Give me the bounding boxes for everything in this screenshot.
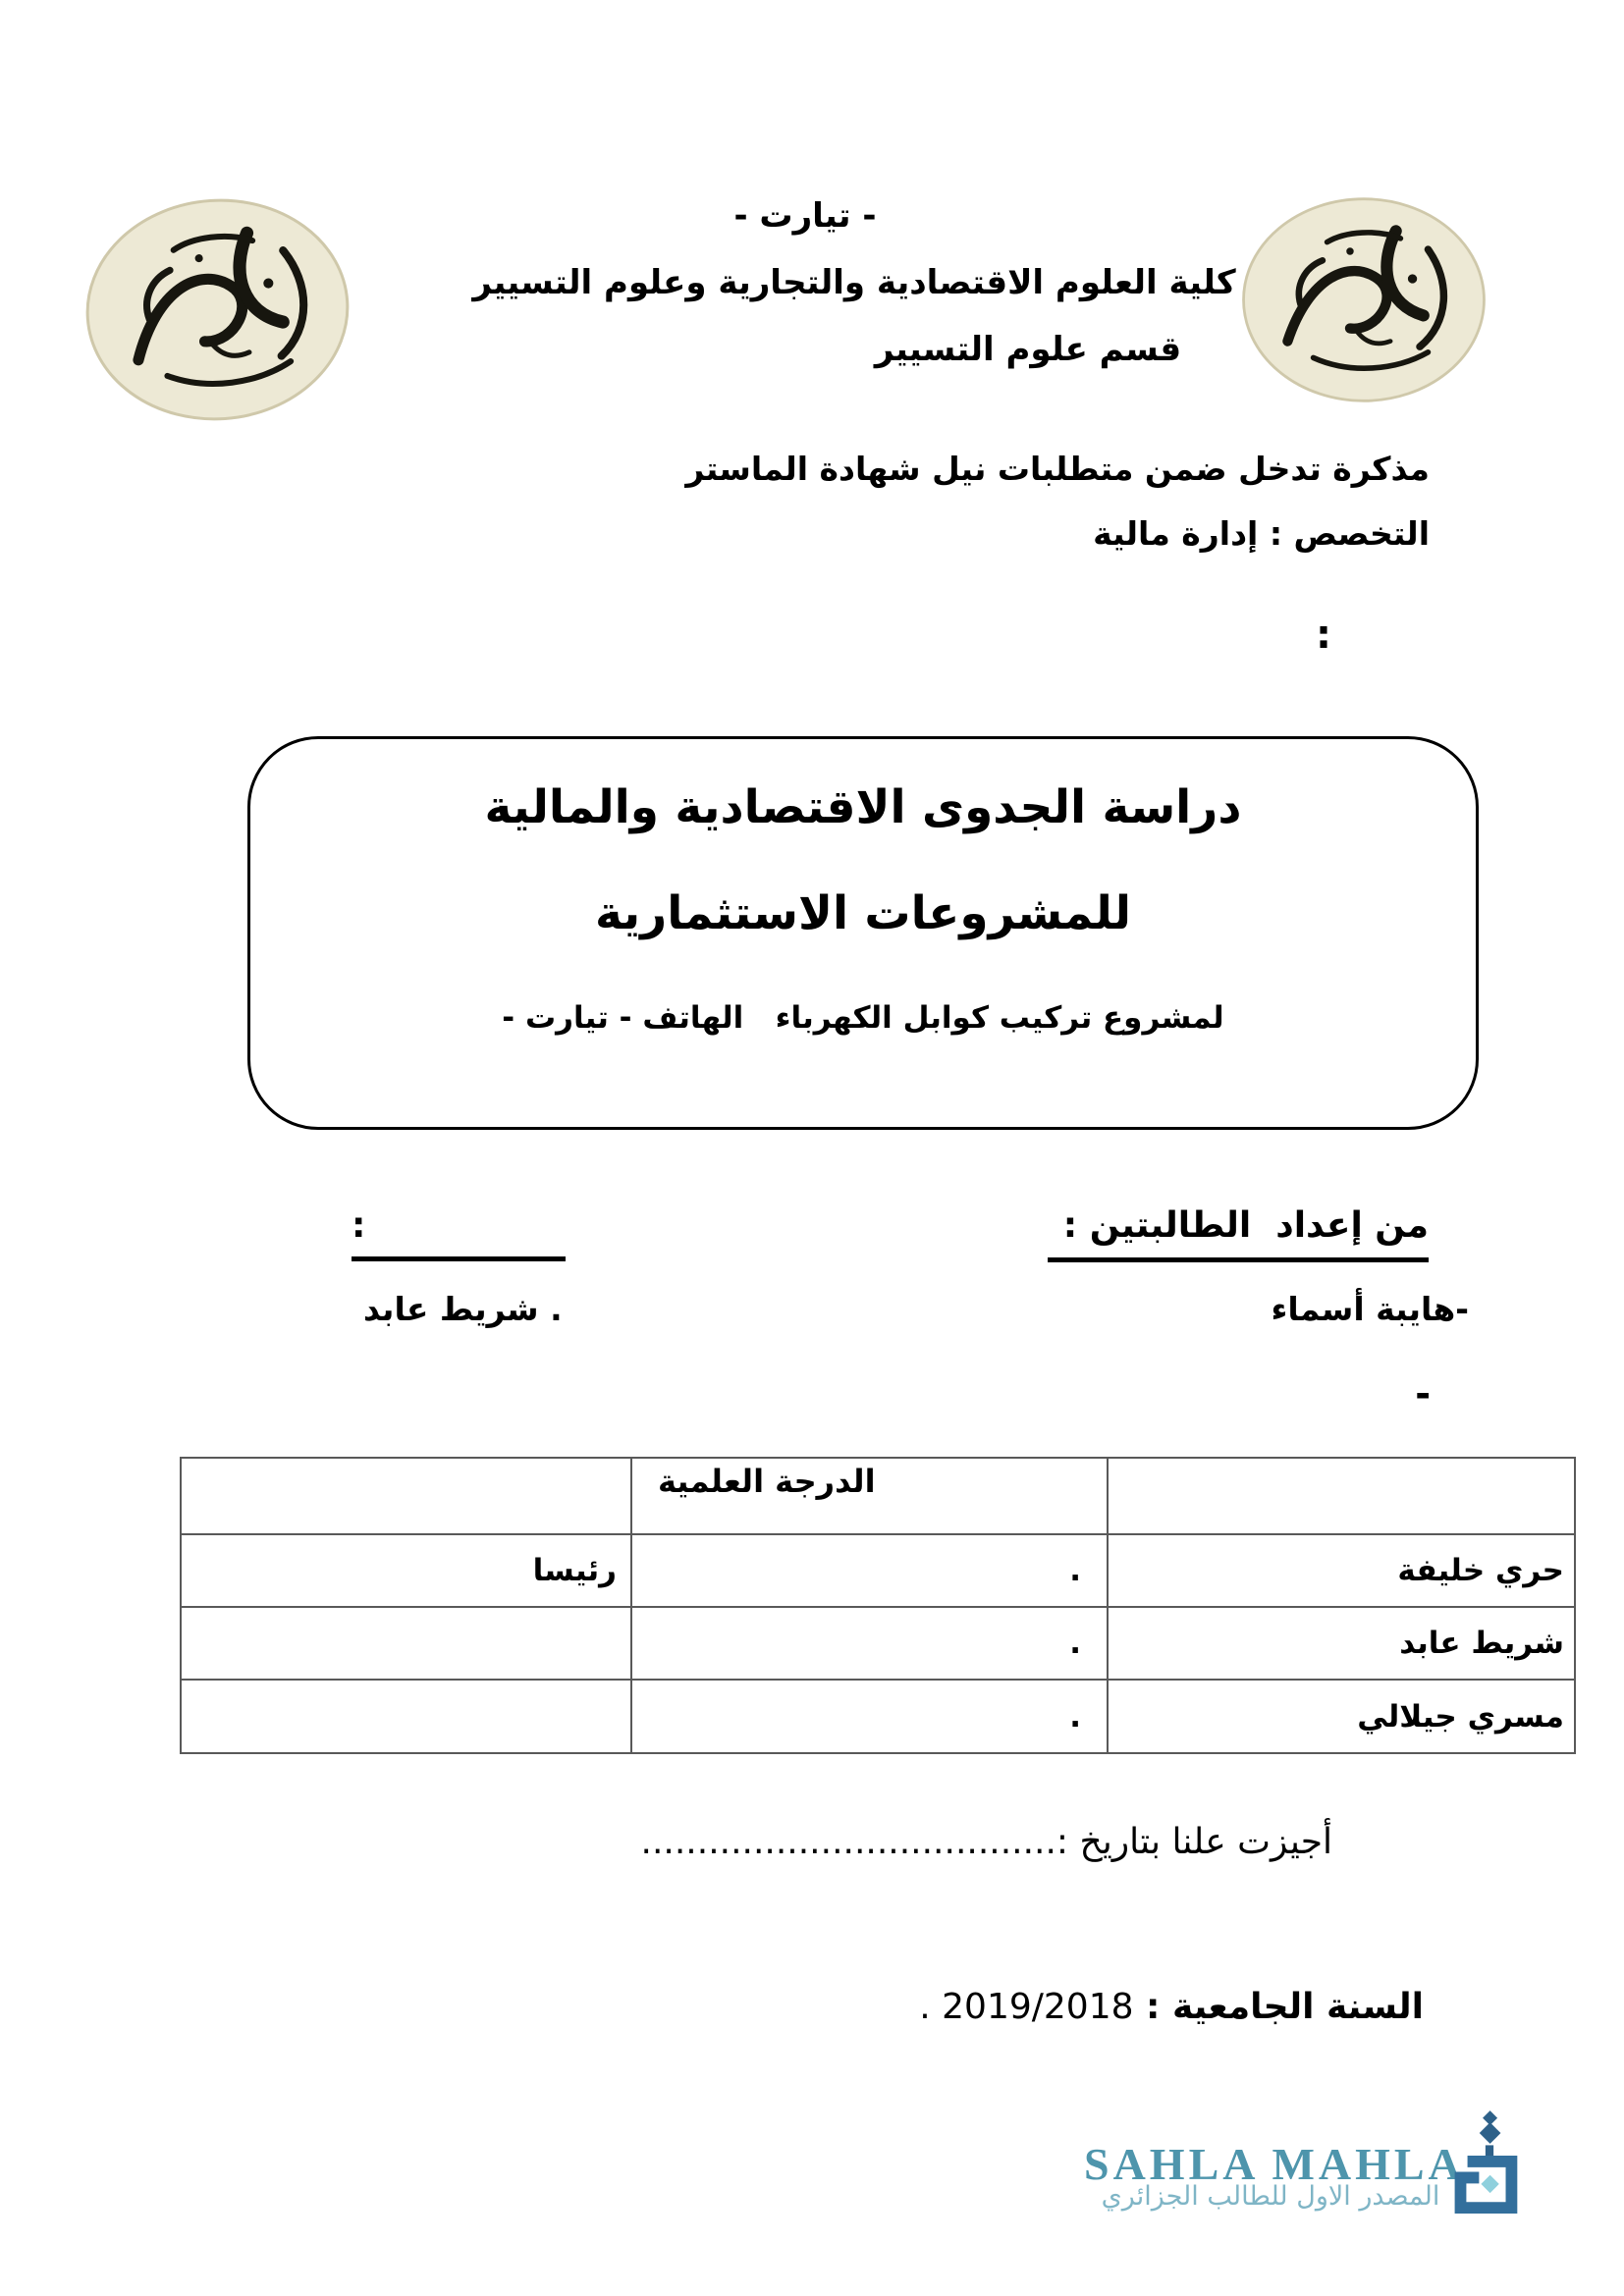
approval-date-line: أجيزت علنا بتاريخ :..................................... — [640, 1822, 1332, 1862]
jury-table — [180, 1457, 1576, 1754]
header-city-line: - تيارت - — [733, 196, 877, 236]
jury-member-degree: . — [631, 1534, 1108, 1607]
supervisor-name: . شريط عابد — [363, 1290, 563, 1328]
jury-member-role — [181, 1680, 631, 1753]
jury-row — [181, 1680, 1575, 1753]
jury-header-role-cell — [181, 1458, 631, 1534]
student-name: -هايبة أسماء — [1271, 1290, 1469, 1328]
university-seal-right-icon — [1235, 194, 1492, 405]
floating-colon: : — [1316, 613, 1331, 658]
memo-speciality-line: التخصص : إدارة مالية — [1093, 514, 1430, 553]
header-department-line: قسم علوم التسيير — [874, 330, 1182, 369]
academic-year-value: 2019/2018 . — [919, 1987, 1134, 2027]
university-seal-left-icon — [76, 186, 359, 434]
watermark-brand: SAHLA MAHLA — [1084, 2139, 1465, 2189]
watermark-calligraphy-glyph-icon — [1451, 2110, 1528, 2230]
prepared-by-heading: من إعداد الطالبتين : — [1048, 1205, 1429, 1262]
jury-row — [181, 1607, 1575, 1680]
thesis-title-box — [247, 736, 1479, 1130]
thesis-title-line-2: للمشروعات الاستثمارية — [594, 886, 1132, 940]
jury-header-degree-cell: الدرجة العلمية — [631, 1458, 1108, 1534]
jury-member-degree: . — [631, 1607, 1108, 1680]
academic-year-label: السنة الجامعية : — [1133, 1987, 1424, 2027]
thesis-title-line-1: دراسة الجدوى الاقتصادية والمالية — [484, 780, 1242, 834]
thesis-subtitle: لمشروع تركيب كوابل الكهرباء الهاتف - تيارت - — [502, 1000, 1224, 1036]
academic-year-line — [919, 1987, 1424, 2027]
jury-header-name-cell — [1108, 1458, 1575, 1534]
jury-member-degree: . — [631, 1680, 1108, 1753]
jury-header-row — [181, 1458, 1575, 1534]
supervisor-blank-line: : — [352, 1205, 566, 1261]
jury-member-name: حري خليفة — [1108, 1534, 1575, 1607]
memo-requirement-line: مذكرة تدخل ضمن متطلبات نيل شهادة الماستر — [685, 450, 1430, 488]
jury-row — [181, 1534, 1575, 1607]
jury-member-role — [181, 1607, 631, 1680]
jury-member-role: رئيسا — [181, 1534, 631, 1607]
watermark-tagline: المصدر الاول للطالب الجزائري — [1101, 2181, 1440, 2212]
dash-mark: - — [1415, 1372, 1431, 1415]
header-faculty-line: كلية العلوم الاقتصادية والتجارية وعلوم التسيير — [472, 263, 1236, 302]
jury-member-name: مسري جيلالي — [1108, 1680, 1575, 1753]
jury-member-name: شريط عابد — [1108, 1607, 1575, 1680]
